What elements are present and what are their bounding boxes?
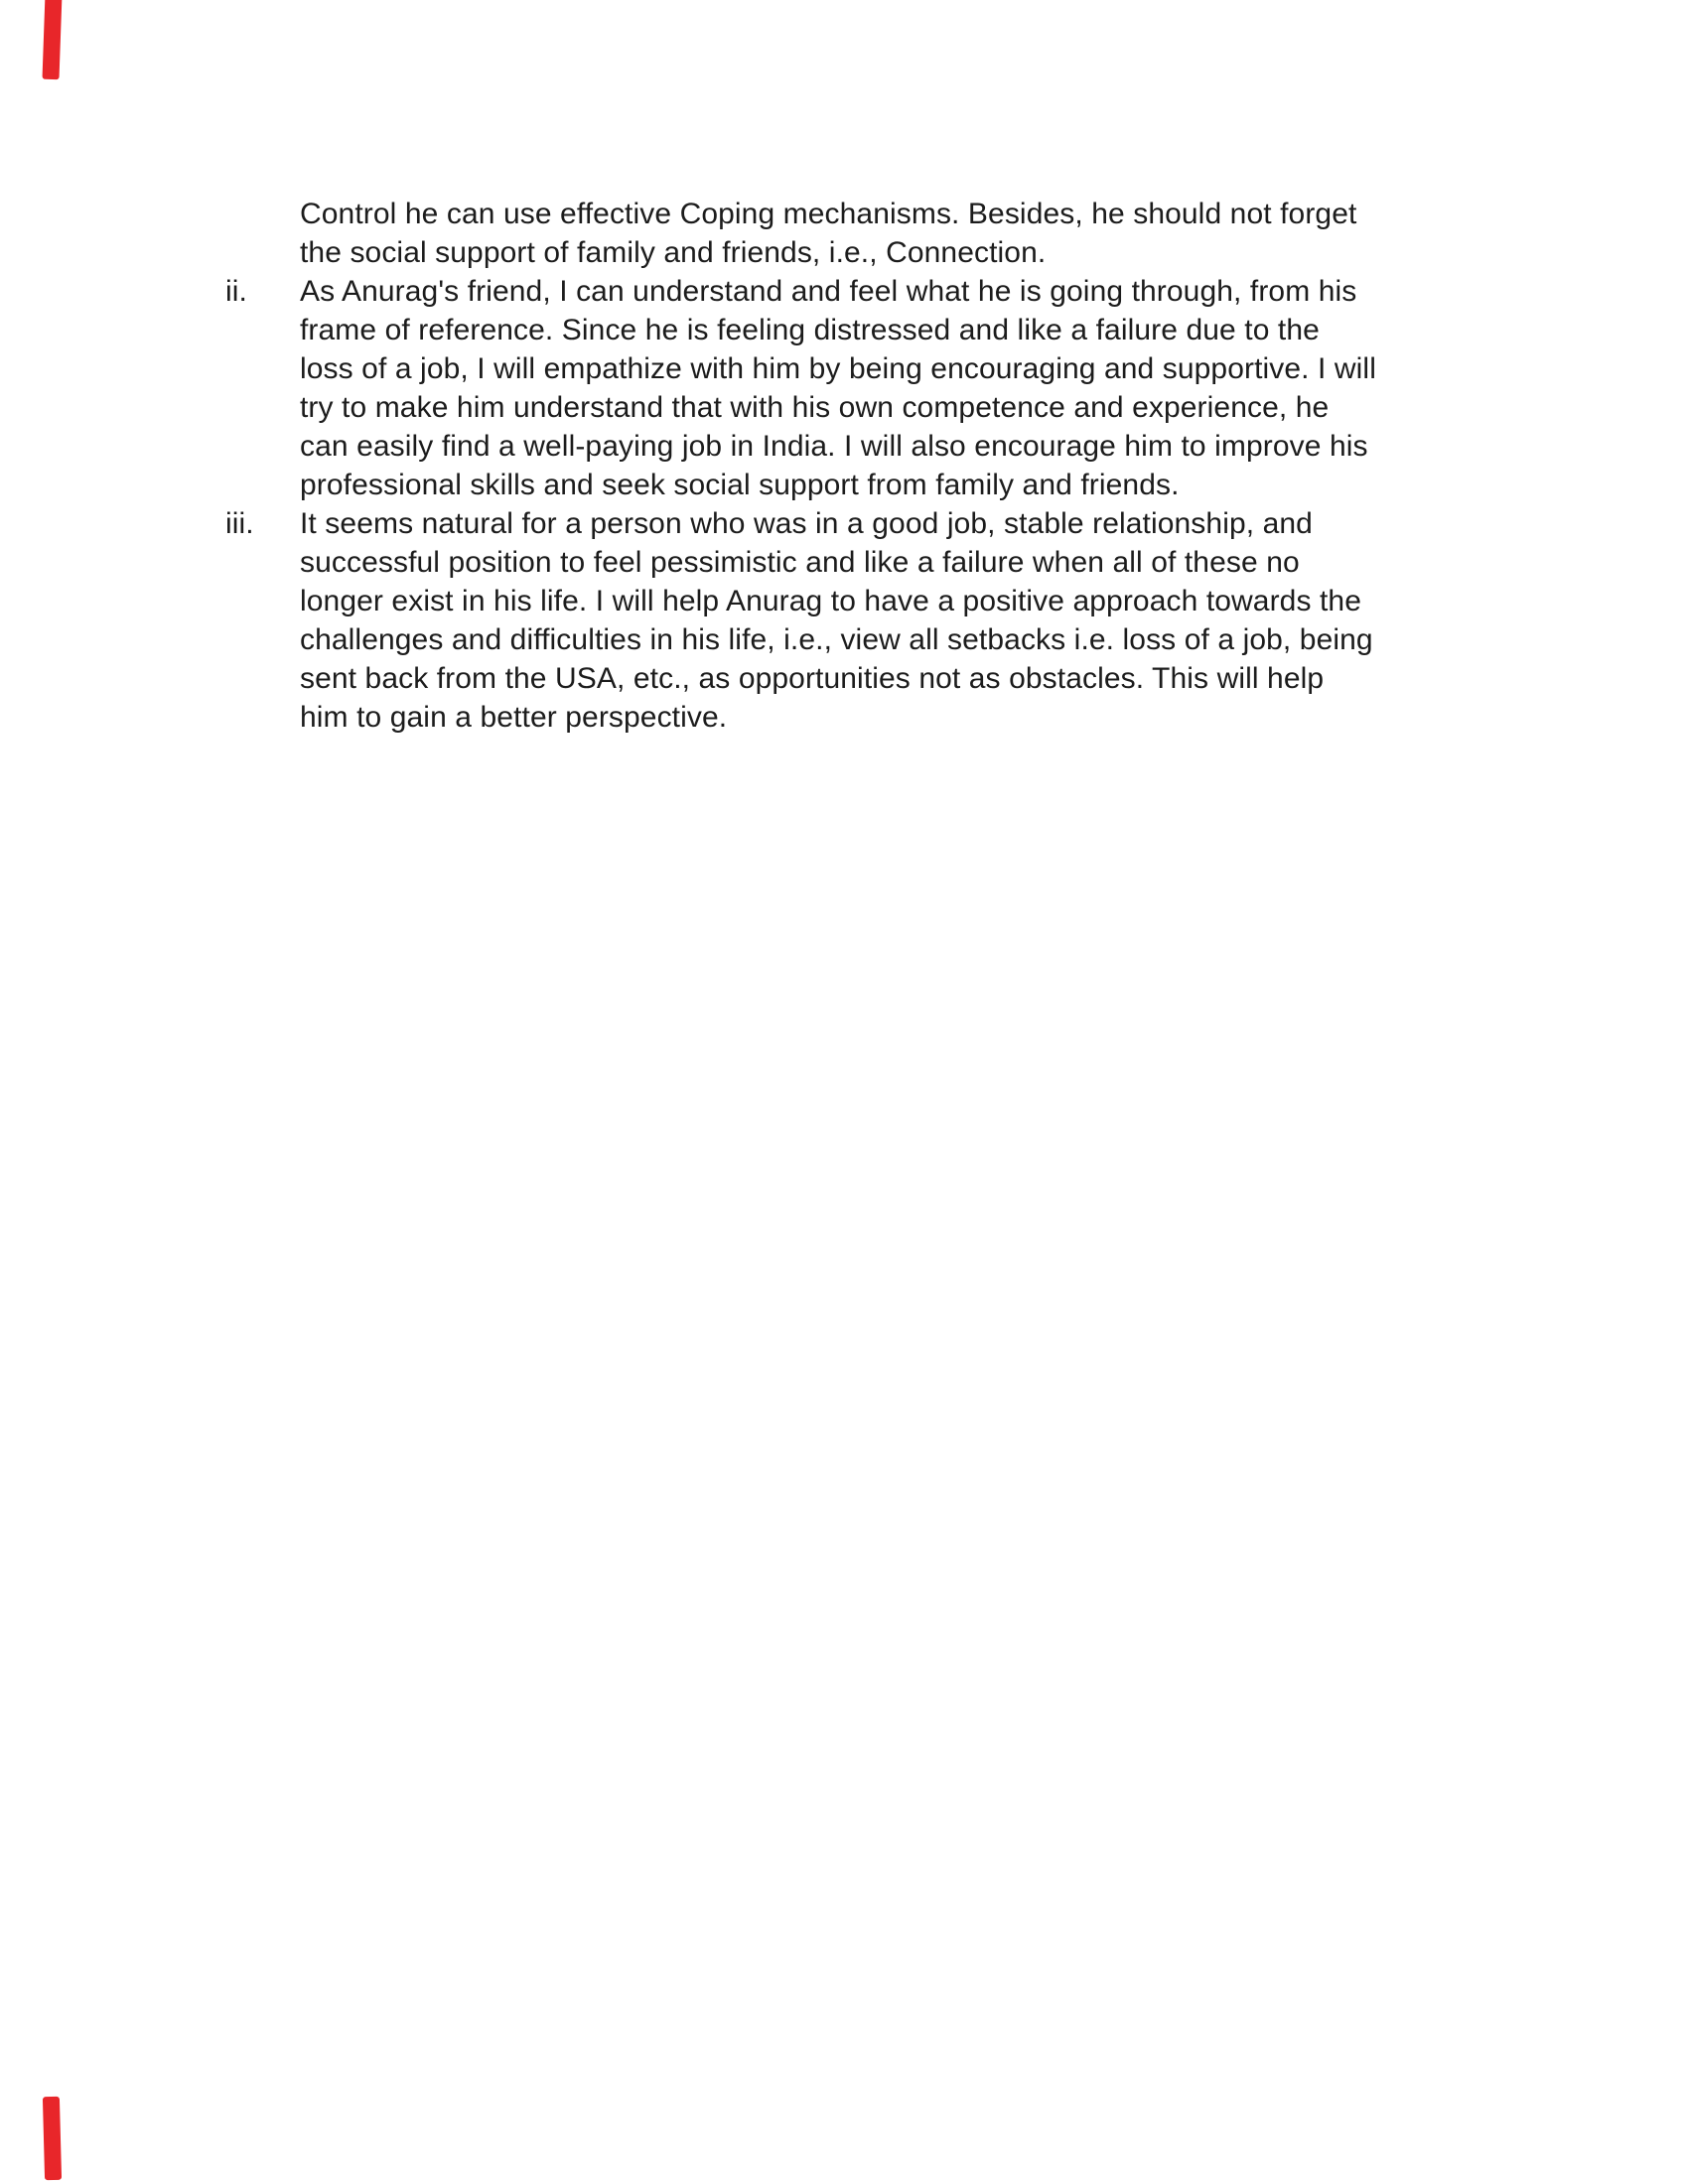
list-marker-iii: iii. xyxy=(225,507,254,540)
paragraph-lines xyxy=(300,504,1376,737)
text-line: challenges and difficulties in his life, i.e., view all setbacks i.e. loss of a job, being xyxy=(300,623,1373,656)
text-line: him to gain a better perspective. xyxy=(300,701,728,734)
text-line: can easily find a well-paying job in India. I will also encourage him to improve his xyxy=(300,430,1368,463)
text-line: As Anurag's friend, I can understand and feel what he is going through, from his xyxy=(300,275,1357,308)
list-marker-ii: ii. xyxy=(225,275,247,308)
list-item-i-continuation xyxy=(225,195,1376,272)
list-item-ii xyxy=(225,272,1376,504)
text-line: Control he can use effective Coping mechanisms. Besides, he should not forget xyxy=(300,198,1357,230)
red-edge-mark-bottom xyxy=(43,2097,62,2180)
list-item-iii xyxy=(225,504,1376,737)
text-line: frame of reference. Since he is feeling distressed and like a failure due to the xyxy=(300,314,1320,346)
text-line: loss of a job, I will empathize with him by being encouraging and supportive. I will xyxy=(300,352,1376,385)
answer-text-block xyxy=(225,195,1376,737)
text-line: successful position to feel pessimistic and like a failure when all of these no xyxy=(300,546,1300,579)
paragraph-lines xyxy=(300,272,1376,504)
paragraph-lines xyxy=(300,195,1376,272)
red-edge-mark-top xyxy=(43,0,63,79)
text-line: the social support of family and friends, i.e., Connection. xyxy=(300,236,1047,269)
text-line: try to make him understand that with his own competence and experience, he xyxy=(300,391,1330,424)
text-line: longer exist in his life. I will help Anurag to have a positive approach towards the xyxy=(300,585,1362,617)
text-line: professional skills and seek social support from family and friends. xyxy=(300,469,1180,501)
text-line: It seems natural for a person who was in a good job, stable relationship, and xyxy=(300,507,1313,540)
text-line: sent back from the USA, etc., as opportunities not as obstacles. This will help xyxy=(300,662,1325,695)
